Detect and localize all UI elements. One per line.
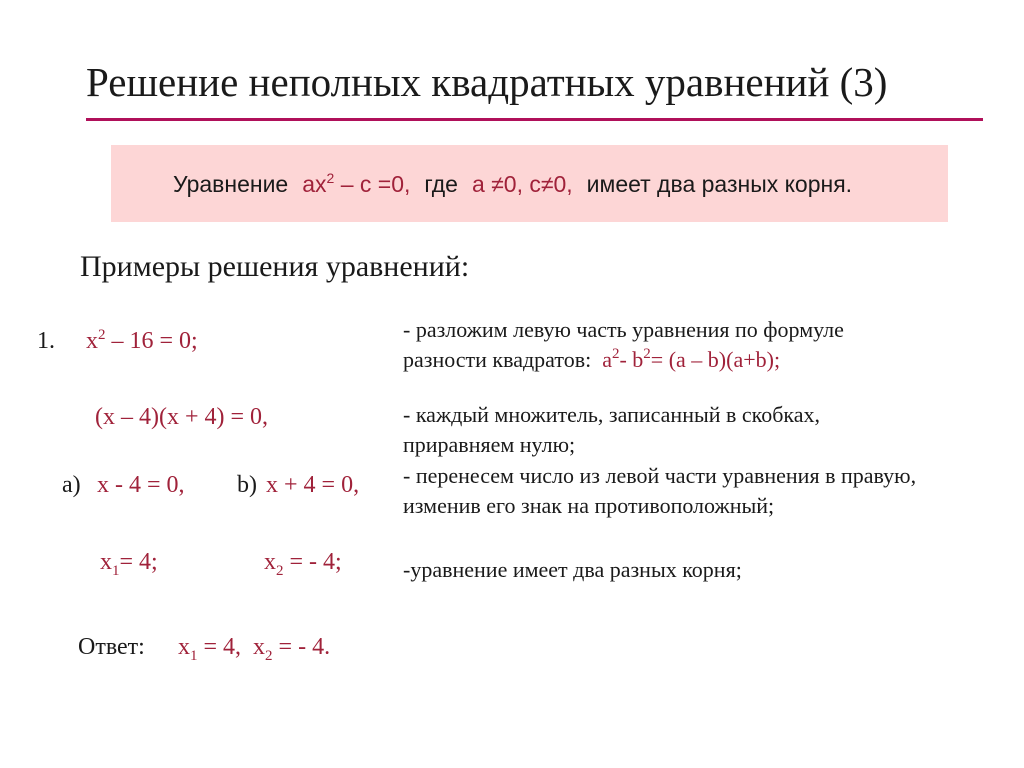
explanation-step-1 (403, 315, 844, 375)
formula-a-exp: 2 (611, 346, 620, 362)
example-number: 1. (37, 328, 55, 354)
part-b-label: b) (237, 472, 257, 498)
root-1-sub: 1 (112, 563, 120, 579)
root-2-val: = - 4; (283, 549, 342, 575)
statement-equation (302, 171, 410, 197)
part-a-label: а) (62, 472, 81, 498)
root-2-sub: 2 (276, 563, 284, 579)
answer-x1-var: x (178, 634, 190, 660)
statement-where: где (424, 171, 458, 197)
factored-equation: (x – 4)(x + 4) = 0, (95, 404, 269, 430)
step-1-line-2-text: разности квадратов: (403, 347, 592, 372)
step-3-line-2: изменив его знак на противоположный; (403, 493, 775, 518)
answer-x2-var: x (253, 634, 266, 660)
step-2-line-1: - каждый множитель, записанный в скобках, (403, 402, 821, 427)
answer-x1-val: = 4, (197, 634, 242, 660)
statement-eq-exp: 2 (326, 170, 335, 186)
part-b-equation: x + 4 = 0, (266, 472, 360, 498)
answer-x2-val: = - 4. (272, 634, 331, 660)
step-3-line-1: - перенесем число из левой части уравнения в правую, (403, 463, 917, 488)
explanation-step-3 (403, 461, 916, 521)
statement-box (111, 145, 948, 222)
formula-b-exp: 2 (643, 346, 651, 362)
statement-conditions: а ≠0, с≠0, (471, 171, 573, 197)
example-eq-exp: 2 (98, 327, 106, 343)
part-a-equation: x - 4 = 0, (97, 472, 185, 498)
root-2-var: x (264, 549, 276, 575)
statement-prefix: Уравнение (173, 171, 289, 197)
step-1-line-1: - разложим левую часть уравнения по формуле (403, 317, 844, 342)
root-1-var: x (100, 549, 112, 575)
statement-suffix: имеет два разных корня. (586, 171, 853, 197)
example-eq-rest: – 16 = 0; (105, 328, 198, 354)
statement-eq-rest: – с =0, (334, 171, 411, 197)
slide-title: Решение неполных квадратных уравнений (3) (86, 59, 888, 105)
step-2-line-2: приравняем нулю; (403, 432, 576, 457)
example-equation (86, 328, 198, 355)
title-underline (86, 118, 983, 121)
formula-a: a (602, 347, 612, 372)
answer-values (178, 634, 331, 664)
examples-heading: Примеры решения уравнений: (80, 250, 470, 283)
difference-of-squares-formula (602, 347, 780, 372)
answer-label: Ответ: (78, 634, 145, 660)
explanation-step-2 (403, 400, 820, 460)
statement-text (173, 171, 852, 198)
root-1-val: = 4; (119, 549, 158, 575)
formula-rest: = (a – b)(a+b); (650, 347, 781, 372)
formula-mid: - b (619, 347, 644, 372)
root-1 (100, 549, 158, 579)
root-2 (264, 549, 342, 579)
example-eq-base: x (86, 328, 98, 354)
explanation-step-4: -уравнение имеет два разных корня; (403, 557, 742, 582)
step-1-line-2 (403, 345, 844, 375)
answer-x1-sub: 1 (190, 648, 198, 664)
answer-x2-sub: 2 (265, 648, 273, 664)
statement-eq-base: ax (302, 171, 327, 197)
